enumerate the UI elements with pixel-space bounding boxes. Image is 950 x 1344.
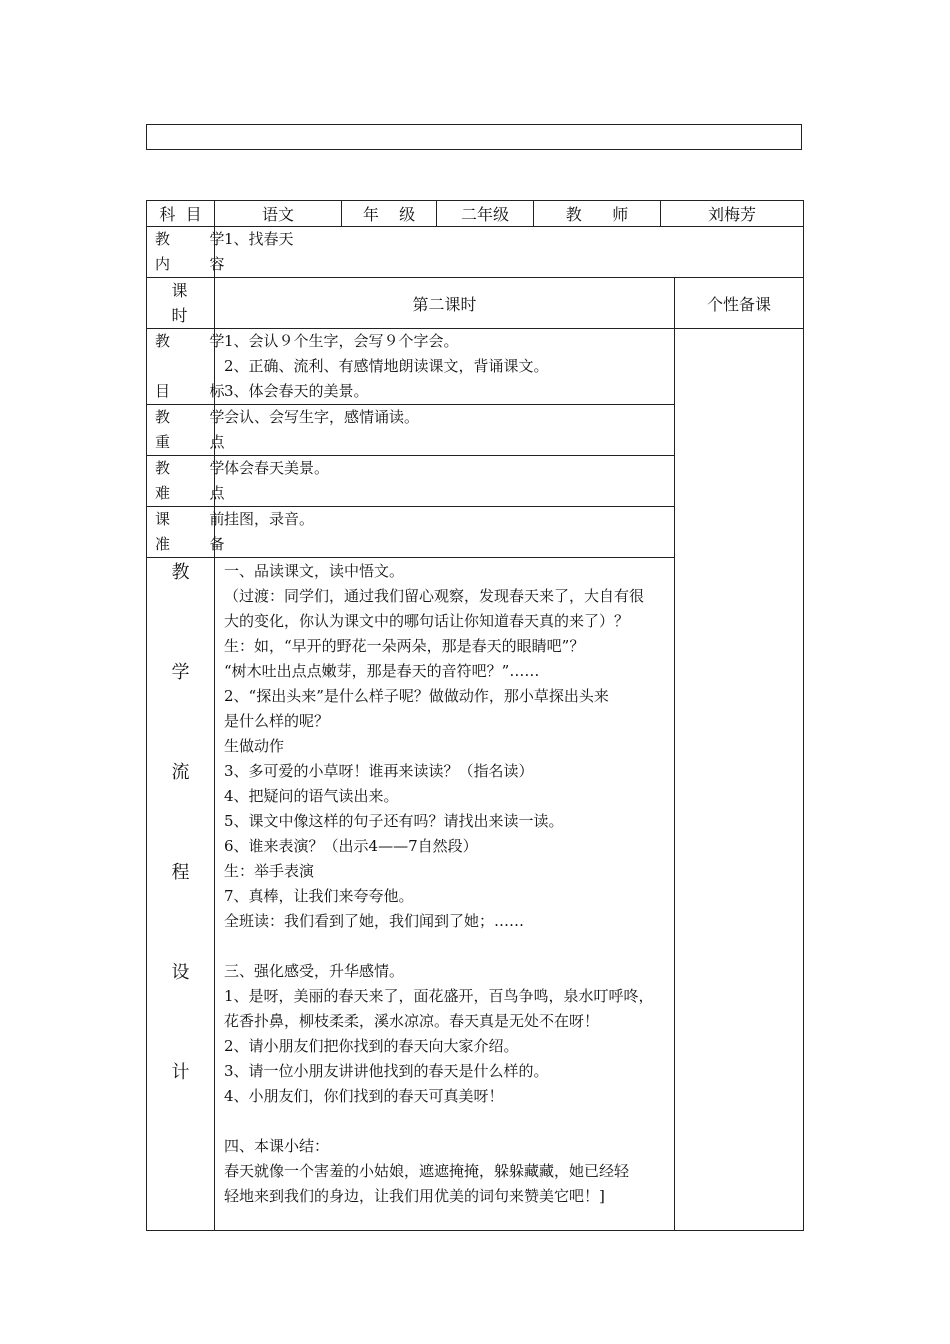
lesson-plan-table [146,226,804,1231]
flow-label-char-4: 程 [171,862,190,883]
flow-content [215,558,675,1231]
flow-line: 2、请小朋友们把你找到的春天向大家介绍。 [224,1037,519,1055]
teacher-label: 教 师 [534,201,661,227]
flow-line: 4、把疑问的语气读出来。 [224,787,399,805]
flow-line: 春天就像一个害羞的小姑娘，遮遮掩掩，躲躲藏藏，她已经轻 [224,1162,630,1180]
flow-line [224,934,668,959]
goals-label-bottom: 目 标 [155,382,235,400]
flow-label-char-3: 流 [171,762,190,783]
personal-notes-label: 个性备课 [675,278,804,329]
flow-line: “树木吐出点点嫩芽，那是春天的音符吧？”…… [224,662,540,680]
flow-label-char-2: 学 [171,662,190,683]
personal-notes-cell [675,329,804,1231]
flow-line: 1、是呀，美丽的春天来了，面花盛开，百鸟争鸣，泉水叮呼咚， [224,987,654,1005]
period-label: 课 时 [147,278,215,329]
header-row [147,201,804,227]
flow-line: 生：举手表演 [224,862,315,880]
grade-label: 年 级 [342,201,437,227]
flow-line: 是什么样的呢？ [224,712,330,730]
difficulties-value: 体会春天美景。 [215,456,675,507]
teacher-value: 刘梅芳 [661,201,804,227]
flow-line: 2、“探出头来”是什么样子呢？做做动作，那小草探出头来 [224,687,609,705]
period-row [147,278,804,329]
flow-line: 7、真棒，让我们来夸夸他。 [224,887,414,905]
key-points-label-cell [147,405,235,456]
goal-line-1: 1、会认９个生字，会写９个字会。 [224,332,459,350]
top-blank-box [146,124,802,150]
flow-line: 6、谁来表演？（出示4——7自然段） [224,837,478,855]
goal-line-3: 3、体会春天的美景。 [224,382,369,400]
flow-line: 3、请一位小朋友讲讲他找到的春天是什么样的。 [224,1062,549,1080]
flow-line: 三、强化感受，升华感情。 [224,962,405,980]
content-label-line-1: 教 学 [155,230,235,248]
key-points-label-line-1: 教 学 [155,408,235,426]
key-points-label-line-2: 重 点 [155,433,235,451]
flow-label-char-5: 设 [171,962,190,983]
flow-line: 轻地来到我们的身边，让我们用优美的词句来赞美它吧！] [224,1187,605,1205]
lesson-header-table [146,200,804,227]
key-points-value: 会认、会写生字，感情诵读。 [215,405,675,456]
flow-line: 大的变化，你认为课文中的哪句话让你知道春天真的来了）？ [224,612,630,630]
flow-line: 生做动作 [224,737,285,755]
flow-line: 生：如，“早开的野花一朵两朵，那是春天的眼睛吧”？ [224,637,585,655]
preparation-label-line-2: 准 备 [155,535,235,553]
flow-line: （过渡：同学们，通过我们留心观察，发现春天来了，大自有很 [224,587,645,605]
difficulties-label-cell [147,456,235,507]
flow-line: 一、品读课文，读中悟文。 [224,562,405,580]
difficulties-label-line-2: 难 点 [155,484,235,502]
flow-line: 四、本课小结： [224,1137,330,1155]
grade-value: 二年级 [437,201,534,227]
flow-label-char-6: 计 [171,1062,190,1083]
flow-line: 花香扑鼻，柳枝柔柔，溪水凉凉。春天真是无处不在呀！ [224,1012,600,1030]
flow-line: 5、课文中像这样的句子还有吗？请找出来读一读。 [224,812,564,830]
flow-line: 全班读：我们看到了她，我们闻到了她；…… [224,912,525,930]
goals-label-top: 教 学 [155,332,235,350]
content-value: 1、找春天 [215,227,804,278]
goal-line-2: 2、正确、流利、有感情地朗读课文，背诵课文。 [224,357,549,375]
content-label-line-2: 内 容 [155,255,235,273]
difficulties-label-line-1: 教 学 [155,459,235,477]
content-label-cell [147,227,235,278]
preparation-value: 挂图，录音。 [215,507,675,558]
flow-label-char-1: 教 [171,562,190,583]
flow-line: 3、多可爱的小草呀！谁再来读读？（指名读） [224,762,534,780]
subject-value: 语文 [215,201,342,227]
preparation-label-cell [147,507,235,558]
goals-row [147,329,804,405]
flow-line [224,1109,668,1134]
flow-line: 4、小朋友们，你们找到的春天可真美呀！ [224,1087,504,1105]
content-row [147,227,804,278]
period-value: 第二课时 [215,278,675,329]
goals-content [215,329,675,405]
preparation-label-line-1: 课 前 [155,510,235,528]
flow-label-cell [147,558,215,1231]
goals-label-cell [147,329,235,405]
subject-label: 科 目 [147,201,215,227]
